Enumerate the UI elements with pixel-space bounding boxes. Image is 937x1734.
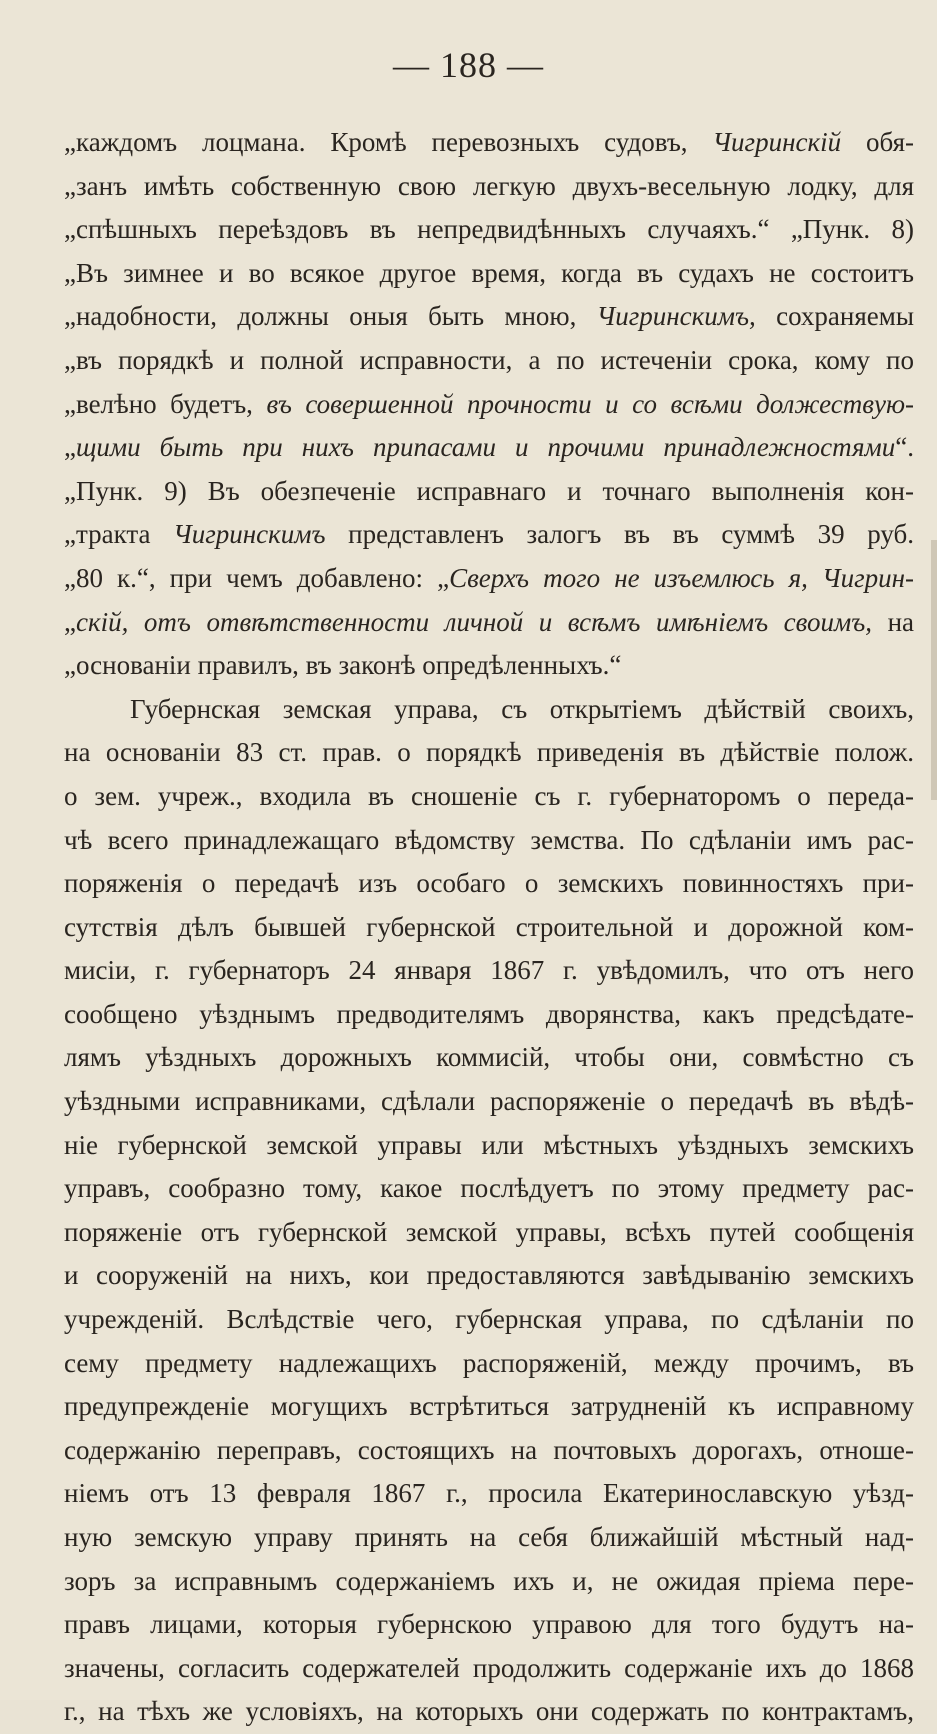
text-line (64, 1385, 914, 1429)
text-segment: значены, согласить содержателей продолжить содержаніе ихъ до 1868 (64, 1652, 914, 1683)
italic-text-segment: скій, отъ отвѣтственности личной и всѣмъ имѣніемъ своимъ, (75, 606, 873, 637)
text-segment: представленъ залогъ въ въ суммѣ 39 руб. (325, 519, 914, 550)
text-segment: „тракта (64, 519, 174, 550)
text-line (64, 862, 914, 906)
text-segment: на (872, 606, 915, 637)
text-line (64, 383, 914, 427)
text-line (64, 644, 914, 688)
italic-text-segment: Чигринскій (712, 127, 842, 157)
text-segment: „Пунк. 9) Въ обезпеченіе исправнаго и точнаго выполненія кон- (64, 475, 914, 506)
text-line (64, 121, 914, 165)
text-line (64, 1124, 914, 1168)
text-segment: содержанію переправъ, состоящихъ на почтовыхъ дорогахъ, отноше- (64, 1434, 914, 1465)
text-line (64, 906, 914, 950)
text-line (64, 165, 914, 209)
text-segment: о зем. учреж., входила въ сношеніе съ г. губернаторомъ о переда- (64, 780, 914, 811)
text-line (64, 775, 914, 819)
text-segment: лямъ уѣздныхъ дорожныхъ коммисій, чтобы они, совмѣстно съ (64, 1042, 914, 1073)
text-line (64, 557, 914, 601)
italic-text-segment: Чигринскимъ, (596, 301, 756, 332)
text-segment: „80 к.“, при чемъ добавлено: „ (64, 562, 450, 593)
text-segment: „Въ зимнее и во всякое другое время, когда въ судахъ не состоитъ (64, 257, 914, 288)
text-line (64, 208, 914, 252)
italic-text-segment: Чигринскимъ (173, 519, 326, 550)
text-line (64, 949, 914, 993)
text-segment: ную земскую управу принять на себя ближайшій мѣстный над- (64, 1522, 914, 1552)
text-segment: сообщено уѣзднымъ предводителямъ дворянства, какъ предсѣдате- (64, 998, 914, 1029)
text-line (64, 1472, 914, 1516)
text-segment: “. (895, 432, 914, 463)
text-line (64, 1429, 914, 1473)
text-line (64, 339, 914, 383)
text-line (64, 1516, 914, 1560)
text-segment: г., на тѣхъ же условіяхъ, на которыхъ они содержать по контрактамъ, (64, 1696, 914, 1727)
text-segment: учрежденій. Вслѣдствіе чего, губернская управа, по сдѣланіи по (64, 1304, 914, 1335)
italic-text-segment: въ совершенной прочности и со всѣми должествую- (266, 388, 914, 419)
text-segment: „занъ имѣть собственную свою легкую двухъ-весельную лодку, для (64, 170, 914, 201)
text-segment: поряженіе отъ губернской земской управы, всѣхъ путей сообщенія (64, 1216, 914, 1247)
text-segment: „основаніи правилъ, въ законѣ опредѣленныхъ.“ (64, 650, 622, 681)
text-segment: „въ порядкѣ и полной исправности, а по истеченіи срока, кому по (64, 344, 914, 375)
text-segment: на основаніи 83 ст. прав. о порядкѣ приведенія въ дѣйствіе полож. (64, 737, 914, 768)
text-segment: зоръ за исправнымъ содержаніемъ ихъ и, не ожидая пріема пере- (64, 1565, 914, 1596)
text-segment: обя- (841, 127, 914, 157)
text-line (64, 1647, 914, 1691)
text-segment: Губернская земская управа, съ открытіемъ дѣйствій своихъ, (130, 693, 914, 724)
italic-text-segment: щими быть при нихъ припасами и прочими принадлежностями (75, 432, 896, 463)
page-edge-shadow (931, 540, 937, 800)
text-segment: поряженія о передачѣ изъ особаго о земскихъ повинностяхъ при- (64, 868, 914, 899)
text-line (64, 1254, 914, 1298)
italic-text-segment: Сверхъ того не изъемлюсь я, Чигрин- (449, 562, 914, 593)
text-segment: сутствія дѣлъ бывшей губернской строительной и дорожной ком- (64, 911, 914, 942)
text-line (64, 513, 914, 557)
text-segment: „каждомъ лоцмана. Кромѣ перевозныхъ судовъ, (64, 127, 713, 157)
text-segment: управъ, сообразно тому, какое послѣдуетъ по этому предмету рас- (64, 1173, 914, 1204)
text-line (64, 1603, 914, 1647)
text-segment: предупрежденіе могущихъ встрѣтиться затрудненій къ исправному (64, 1391, 914, 1422)
text-segment: уѣздными исправниками, сдѣлали распоряженіе о передачѣ въ вѣдѣ- (64, 1086, 914, 1117)
text-line (64, 1342, 914, 1386)
text-line (64, 1690, 914, 1734)
text-segment: ніе губернской земской управы или мѣстныхъ уѣздныхъ земскихъ (64, 1129, 914, 1160)
text-segment: „ (64, 432, 76, 463)
text-segment: ніемъ отъ 13 февраля 1867 г., просила Екатеринославскую уѣзд- (64, 1478, 914, 1509)
text-line (64, 1080, 914, 1124)
text-segment: „ (64, 606, 76, 637)
text-line (64, 470, 914, 514)
page-number: — 188 — (393, 45, 544, 85)
text-segment: „надобности, должны оныя быть мною, (64, 301, 597, 332)
text-segment: правъ лицами, которыя губернскою управою для того будутъ на- (64, 1609, 914, 1640)
text-line (64, 993, 914, 1037)
text-segment: чѣ всего принадлежащаго вѣдомству земства. По сдѣланіи имъ рас- (64, 824, 914, 855)
text-line (64, 601, 914, 645)
text-segment: сему предмету надлежащихъ распоряженій, между прочимъ, въ (64, 1347, 914, 1378)
body-text (64, 121, 914, 1734)
text-line (64, 295, 914, 339)
text-line (64, 1211, 914, 1255)
text-segment: мисіи, г. губернаторъ 24 января 1867 г. увѣдомилъ, что отъ него (64, 955, 914, 986)
text-segment: и сооруженій на нихъ, кои предоставляются завѣдыванію земскихъ (64, 1260, 914, 1291)
text-line (64, 426, 914, 470)
text-line (64, 252, 914, 296)
text-line (64, 1560, 914, 1604)
text-line (64, 1036, 914, 1080)
text-line (64, 688, 914, 732)
text-segment: „спѣшныхъ переѣздовъ въ непредвидѣнныхъ случаяхъ.“ „Пунк. 8) (64, 214, 914, 245)
text-line (64, 731, 914, 775)
text-segment: сохраняемы (755, 301, 914, 332)
text-line (64, 819, 914, 863)
text-line (64, 1167, 914, 1211)
text-line (64, 1298, 914, 1342)
text-segment: „велѣно будетъ, (64, 388, 267, 419)
